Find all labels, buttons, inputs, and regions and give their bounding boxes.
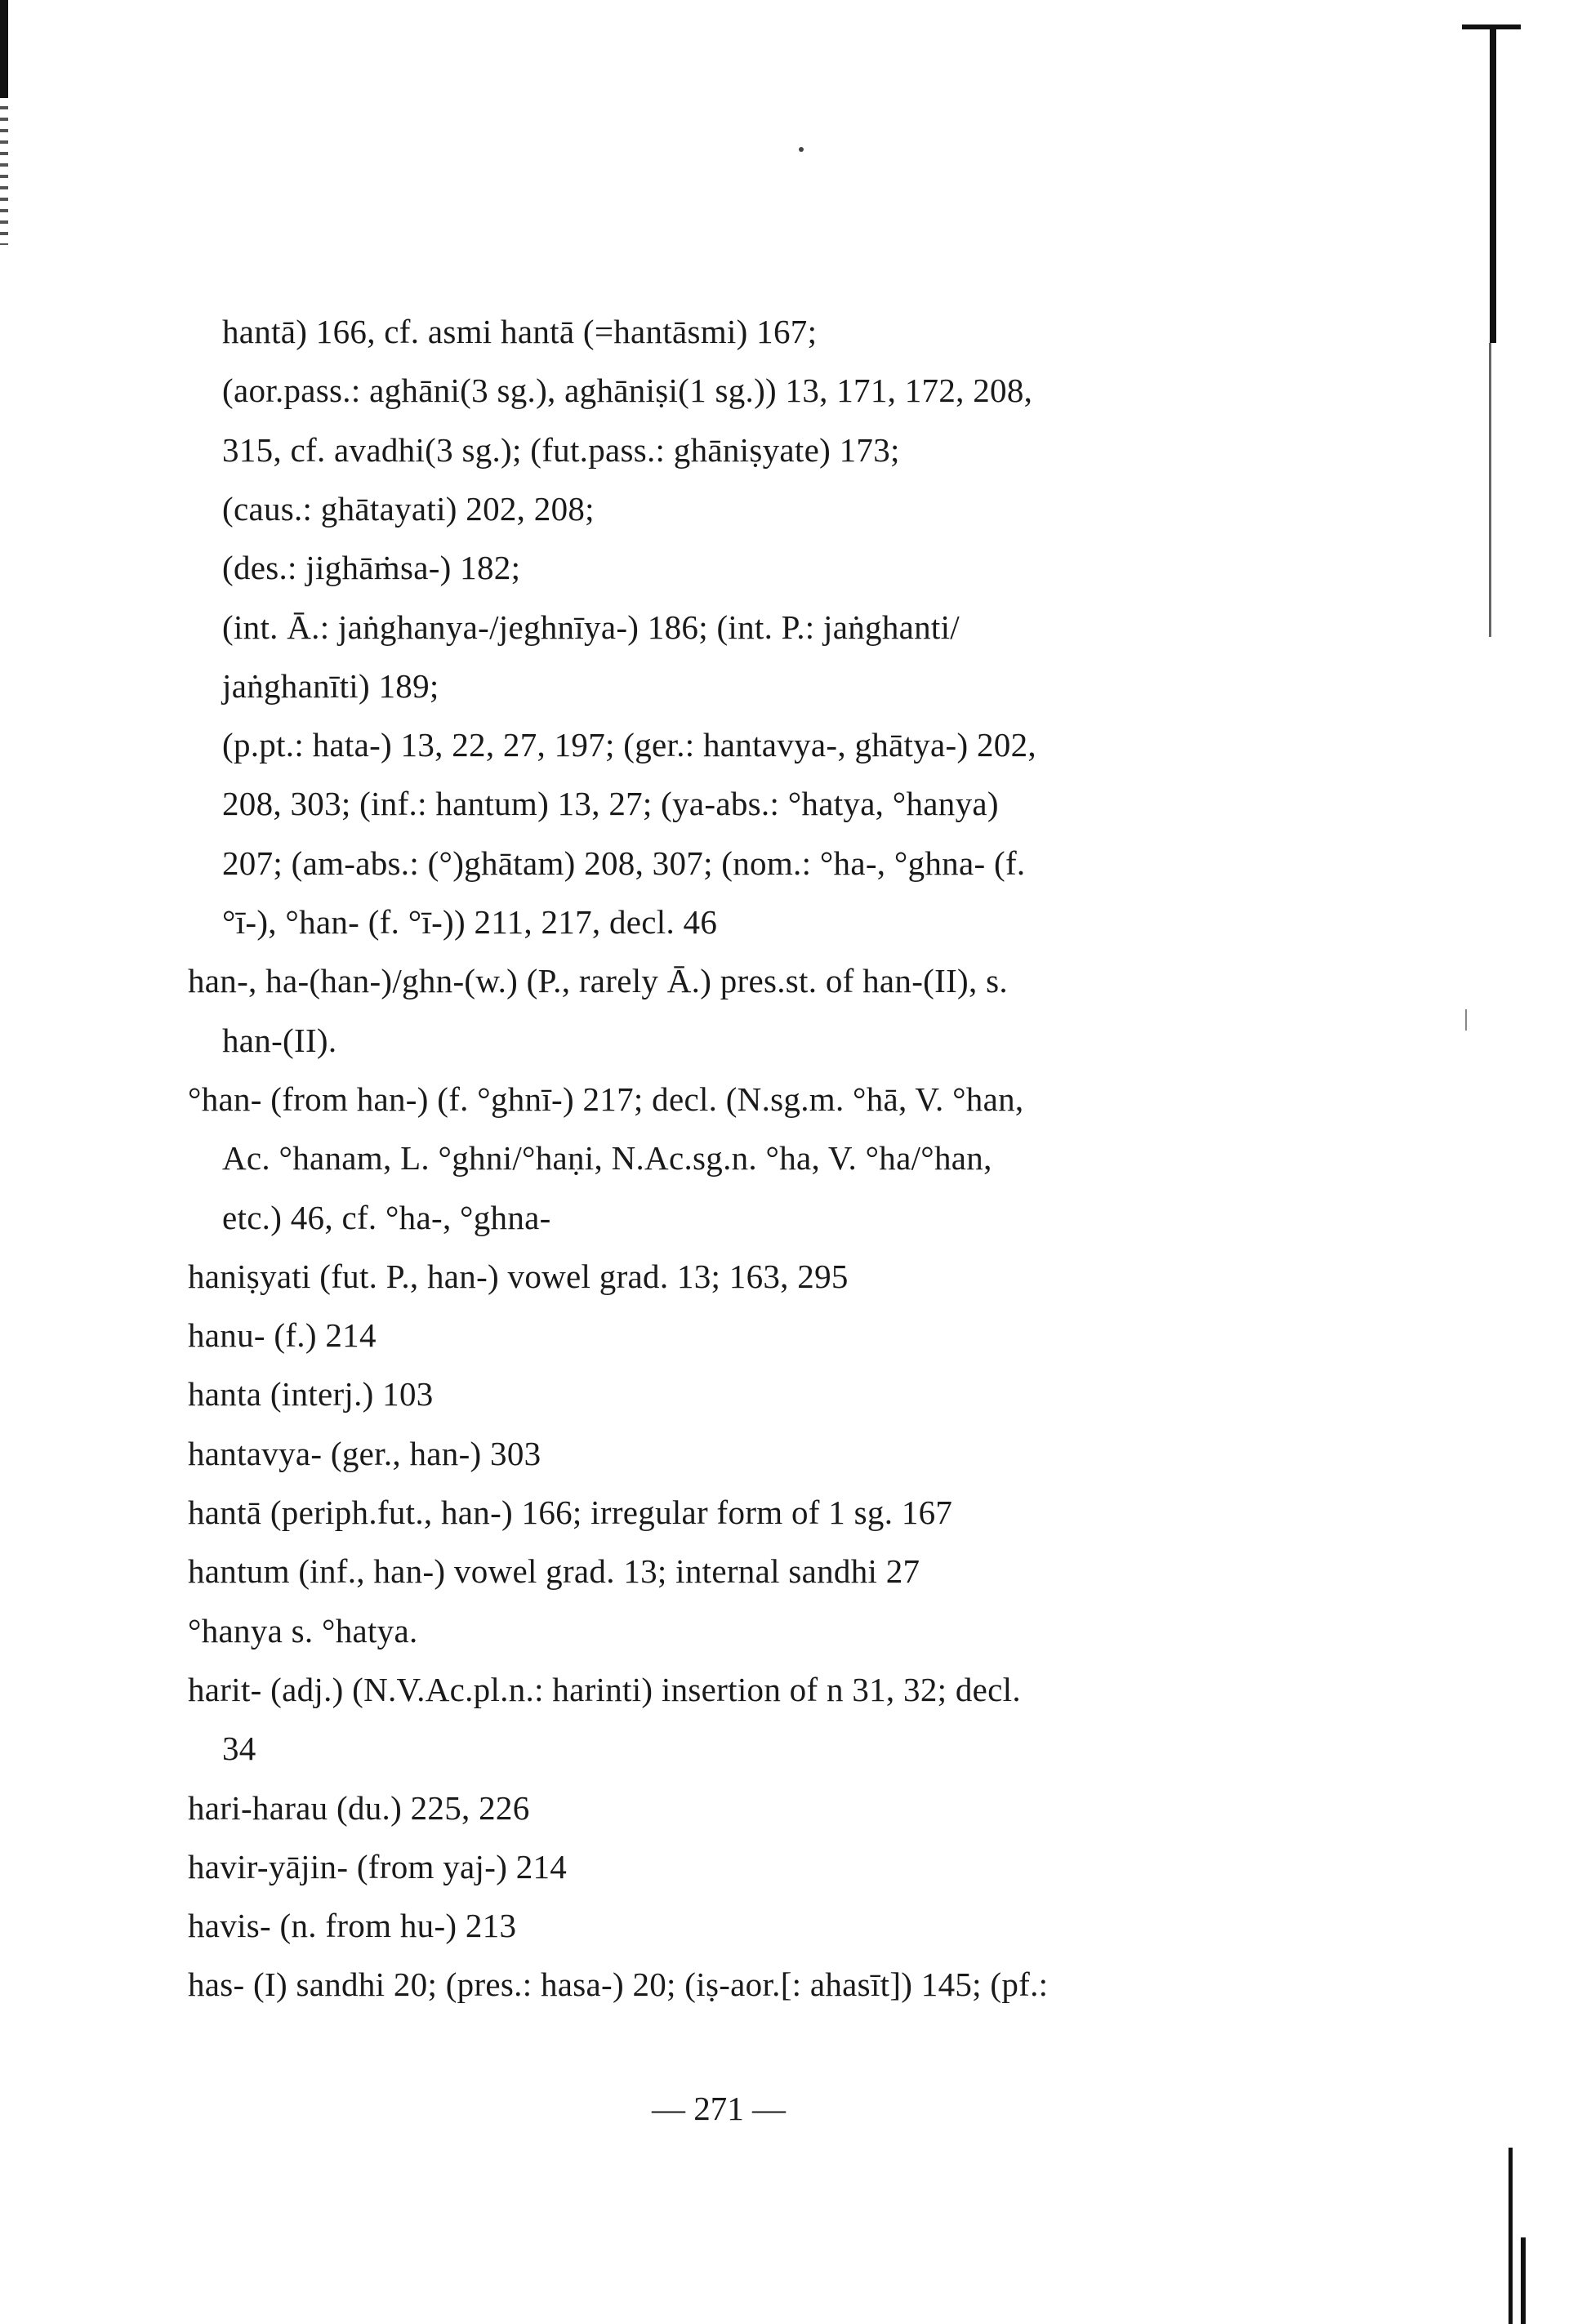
index-line: han-, ha-(han-)/ghn-(w.) (P., rarely Ā.) pres.st. of han-(II), s. <box>188 962 1008 1000</box>
scan-edge-mark <box>1489 343 1491 637</box>
index-line: hantavya- (ger., han-) 303 <box>188 1434 541 1472</box>
index-line: jaṅghanīti) 189; <box>222 666 439 705</box>
index-line: °ī-), °han- (f. °ī-)) 211, 217, decl. 46 <box>222 903 718 941</box>
page-number: — 271 — <box>652 2090 786 2127</box>
index-line: 208, 303; (inf.: hantum) 13, 27; (ya-abs.: °hatya, °hanya) <box>222 785 999 823</box>
index-line: han-(II). <box>222 1021 337 1059</box>
index-line: Ac. °hanam, L. °ghni/°haṇi, N.Ac.sg.n. °ha, V. °ha/°han, <box>222 1139 992 1178</box>
index-line: 315, cf. avadhi(3 sg.); (fut.pass.: ghāniṣyate) 173; <box>222 430 900 469</box>
index-line: (des.: jighāṁsa-) 182; <box>222 549 521 587</box>
scan-speck <box>799 147 804 152</box>
index-line: havis- (n. from hu-) 213 <box>188 1907 517 1945</box>
index-line: harit- (adj.) (N.V.Ac.pl.n.: harinti) insertion of n 31, 32; decl. <box>188 1670 1021 1708</box>
scan-edge-mark <box>1490 24 1496 343</box>
index-line: has- (I) sandhi 20; (pres.: hasa-) 20; (iṣ-aor.[: ahasīt]) 145; (pf.: <box>188 1966 1049 2004</box>
index-line: hanta (interj.) 103 <box>188 1375 434 1414</box>
scan-edge-mark <box>0 0 8 98</box>
index-line: °hanya s. °hatya. <box>188 1611 418 1650</box>
index-line: (aor.pass.: aghāni(3 sg.), aghāniṣi(1 sg.)) 13, 171, 172, 208, <box>222 372 1033 410</box>
index-line: hantā) 166, cf. asmi hantā (=hantāsmi) 167; <box>222 313 818 350</box>
index-line: °han- (from han-) (f. °ghnī-) 217; decl. (N.sg.m. °hā, V. °han, <box>188 1080 1024 1118</box>
index-line: hantā (periph.fut., han-) 166; irregular form of 1 sg. 167 <box>188 1494 953 1531</box>
scan-edge-mark <box>1509 2148 1513 2324</box>
index-line: 34 <box>222 1730 256 1768</box>
index-line: (p.pt.: hata-) 13, 22, 27, 197; (ger.: hantavya-, ghātya-) 202, <box>222 726 1036 764</box>
index-line: etc.) 46, cf. °ha-, °ghna- <box>222 1198 551 1236</box>
scan-edge-mark <box>0 106 8 245</box>
scan-edge-mark <box>1465 1009 1467 1031</box>
index-line: (int. Ā.: jaṅghanya-/jeghnīya-) 186; (int. P.: jaṅghanti/ <box>222 608 960 646</box>
index-line: (caus.: ghātayati) 202, 208; <box>222 489 595 528</box>
index-line: 207; (am-abs.: (°)ghātam) 208, 307; (nom.: °ha-, °ghna- (f. <box>222 844 1026 882</box>
index-line: havir-yājin- (from yaj-) 214 <box>188 1847 568 1885</box>
index-line: haniṣyati (fut. P., han-) vowel grad. 13; 163, 295 <box>188 1257 849 1295</box>
index-line: hanu- (f.) 214 <box>188 1316 377 1355</box>
scan-edge-mark <box>1521 2237 1526 2324</box>
index-line: hari-harau (du.) 225, 226 <box>188 1788 530 1827</box>
index-line: hantum (inf., han-) vowel grad. 13; internal sandhi 27 <box>188 1552 920 1591</box>
